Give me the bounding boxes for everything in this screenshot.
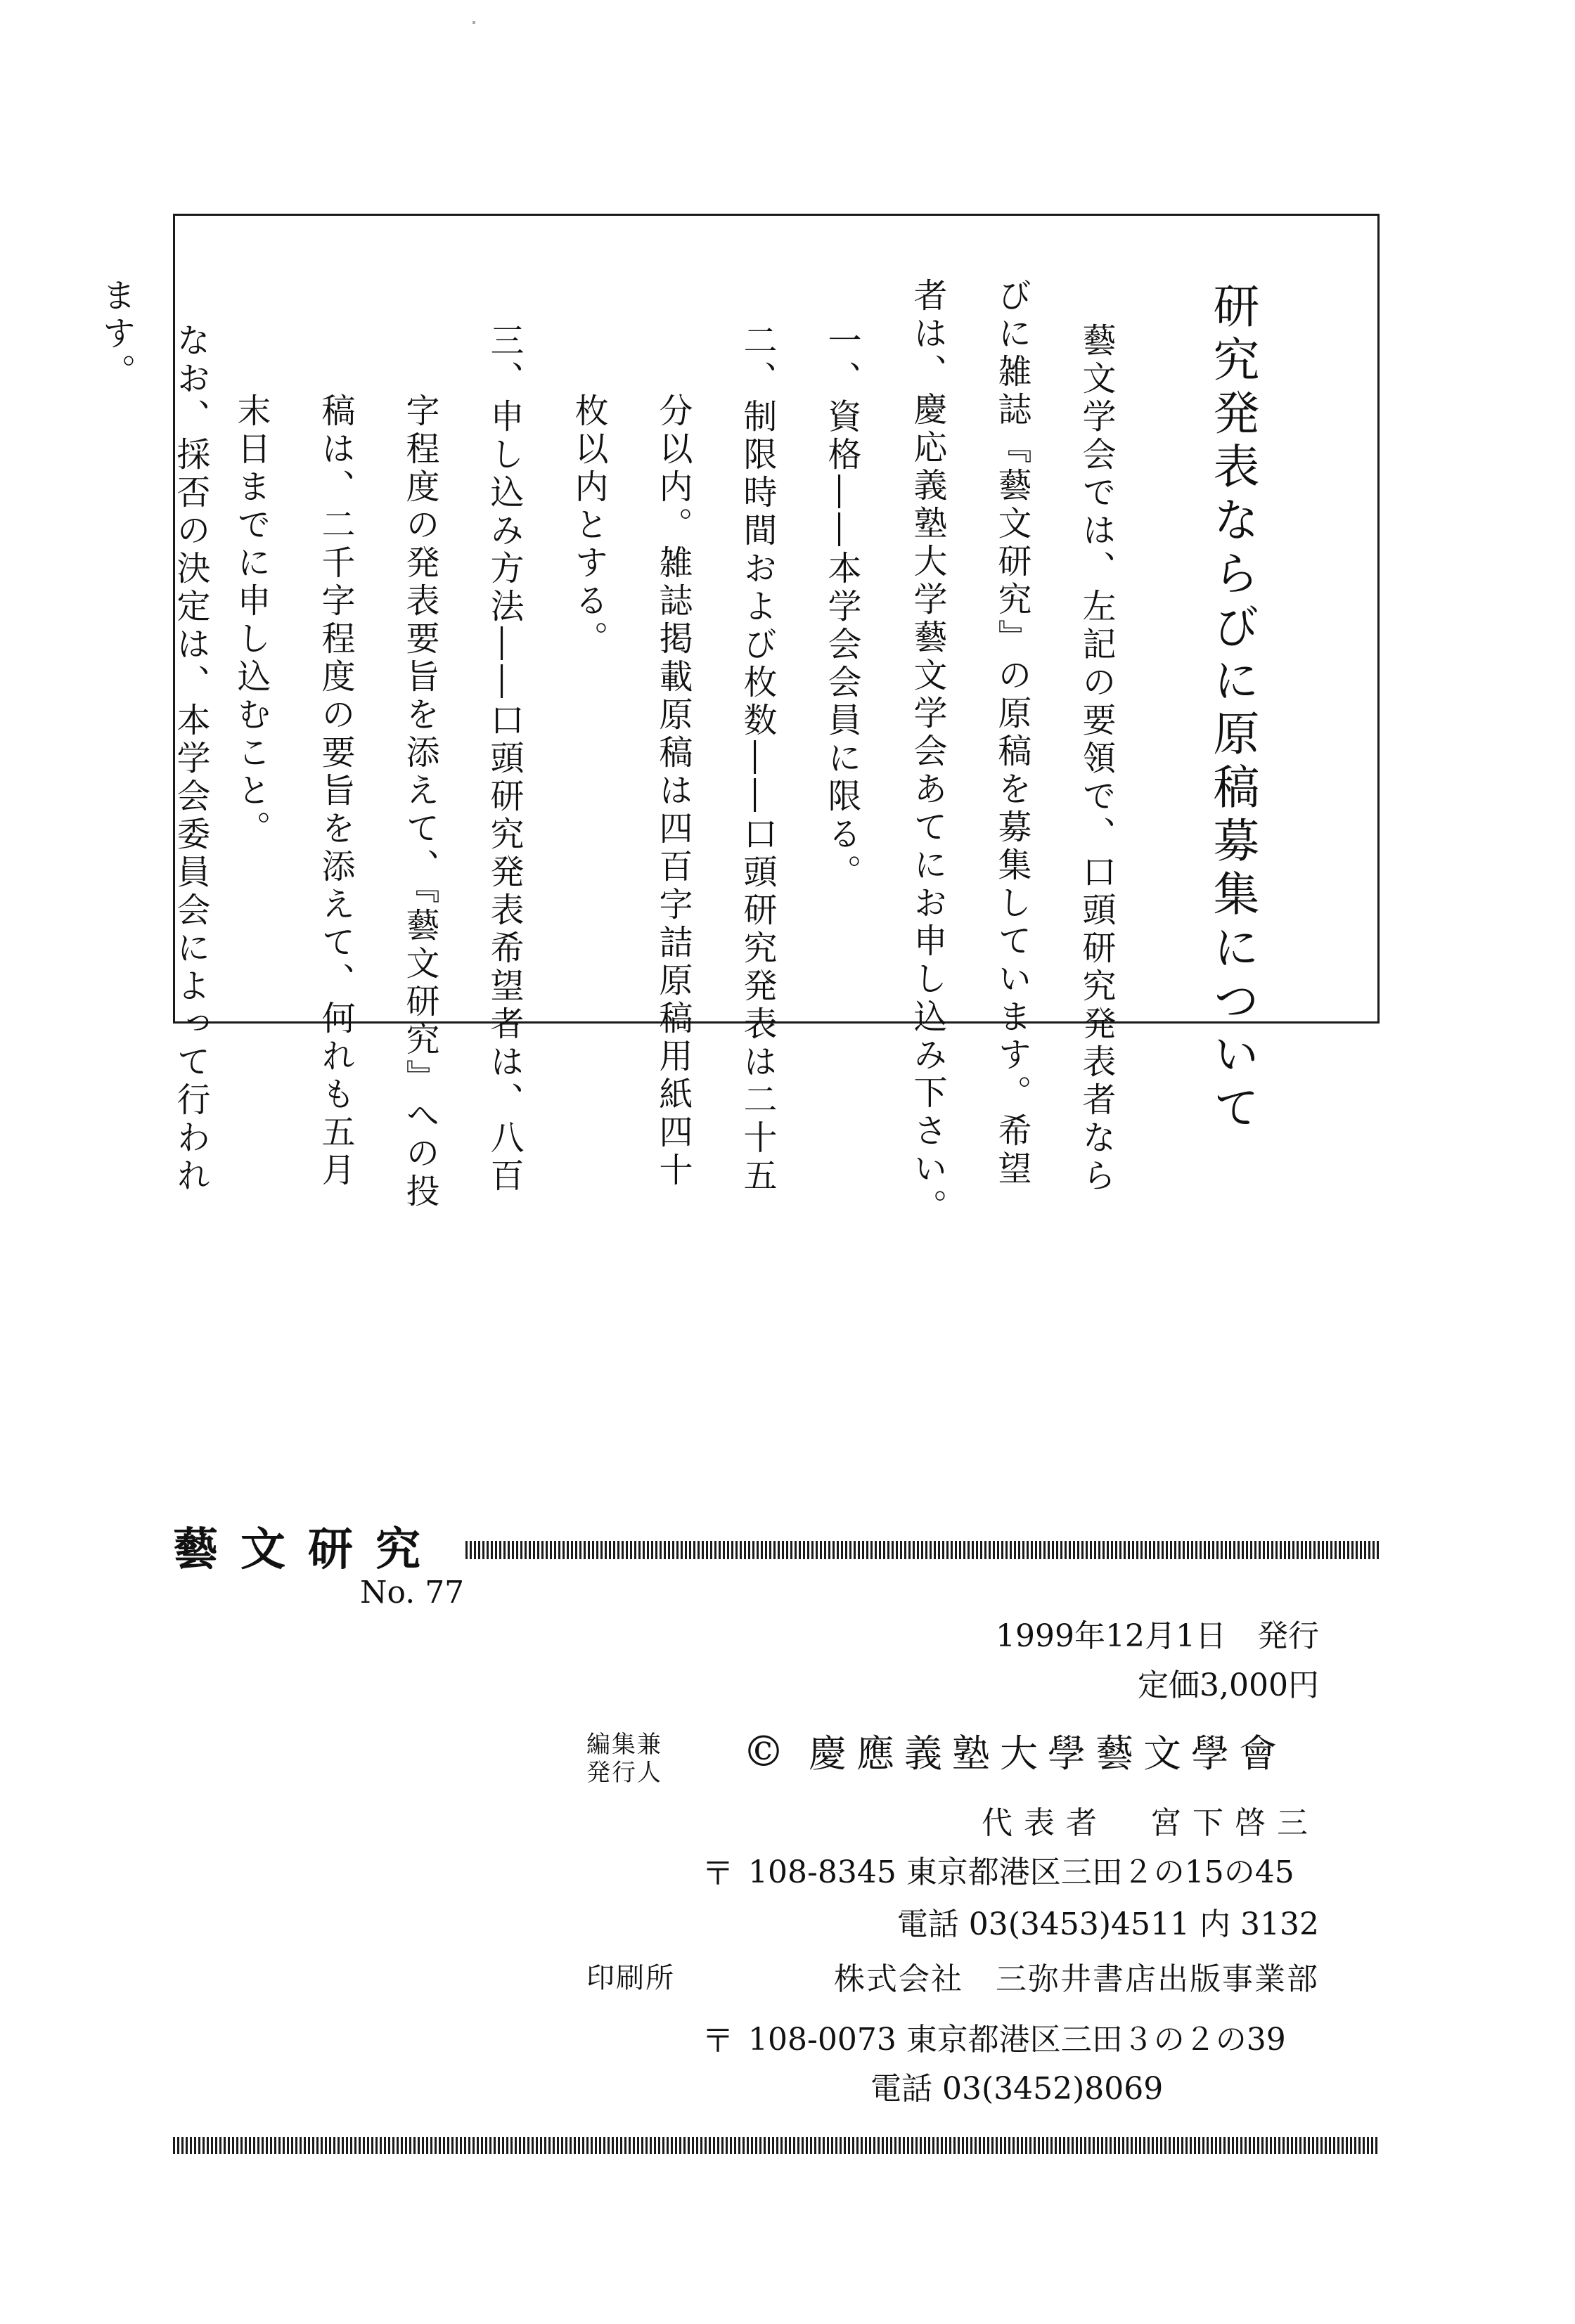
editor-publisher-label: 編集兼 発行人 bbox=[586, 1731, 662, 1787]
publisher-address: 108-8345 東京都港区三田２の15の45 bbox=[748, 1854, 1294, 1890]
notice-closing-line: なお、採否の決定は、本学会委員会によって行われ bbox=[171, 323, 210, 1196]
printer-label: 印刷所 bbox=[586, 1962, 675, 1994]
notice-item-qualification: 一、資格――本学会会員に限る。 bbox=[822, 323, 861, 892]
copyright-icon: © bbox=[742, 1727, 785, 1776]
postal-mark-icon: 〒 bbox=[702, 2022, 734, 2060]
postal-mark-icon: 〒 bbox=[702, 1854, 734, 1892]
printer-address: 108-0073 東京都港区三田３の２の39 bbox=[748, 2022, 1286, 2058]
printer-name: 株式会社 三弥井書店出版事業部 bbox=[834, 1961, 1319, 1997]
issue-date: 1999年12月1日 発行 bbox=[996, 1618, 1319, 1654]
notice-intro-line: 藝文学会では、左記の要領で、口頭研究発表者なら bbox=[1076, 323, 1116, 1196]
notice-title: 研究発表ならびに原稿募集について bbox=[1205, 282, 1259, 1137]
notice-closing-line: ます。 bbox=[96, 278, 136, 392]
notice-item-time-limit: 二、制限時間および枚数――口頭研究発表は二十五 bbox=[738, 323, 777, 1196]
notice-intro-line: びに雑誌『藝文研究』の原稿を募集しています。希望 bbox=[992, 278, 1031, 1189]
journal-title: 藝文研究 bbox=[173, 1523, 443, 1576]
decorative-rule bbox=[173, 2137, 1380, 2154]
representative: 代表者 宮下啓三 bbox=[982, 1805, 1319, 1841]
notice-box bbox=[96, 214, 1380, 1227]
publisher-name: 慶應義塾大學藝文學會 bbox=[809, 1731, 1287, 1776]
notice-item-application-cont: 末日までに申し込むこと。 bbox=[231, 393, 271, 848]
notice-intro-line: 者は、慶応義塾大学藝文学会あてにお申し込み下さい。 bbox=[908, 278, 947, 1227]
colophon-header bbox=[173, 1518, 1380, 1582]
notice-item-application-cont: 字程度の発表要旨を添えて、『藝文研究』への投 bbox=[400, 393, 439, 1211]
notice-item-application-cont: 稿は、二千字程度の要旨を添えて、何れも五月 bbox=[316, 393, 355, 1190]
publisher-phone: 電話 03(3453)4511 内 3132 bbox=[896, 1906, 1319, 1942]
decorative-rule bbox=[465, 1541, 1380, 1559]
notice-item-application: 三、申し込み方法――口頭研究発表希望者は、八百 bbox=[484, 323, 524, 1196]
printer-phone: 電話 03(3452)8069 bbox=[870, 2071, 1164, 2107]
price: 定価3,000円 bbox=[1138, 1667, 1319, 1703]
issue-number: No. 77 bbox=[360, 1575, 465, 1610]
notice-item-time-limit-cont: 分以内。雑誌掲載原稿は四百字詰原稿用紙四十 bbox=[653, 393, 693, 1190]
scan-speck bbox=[472, 21, 475, 24]
notice-item-time-limit-cont: 枚以内とする。 bbox=[569, 393, 608, 659]
